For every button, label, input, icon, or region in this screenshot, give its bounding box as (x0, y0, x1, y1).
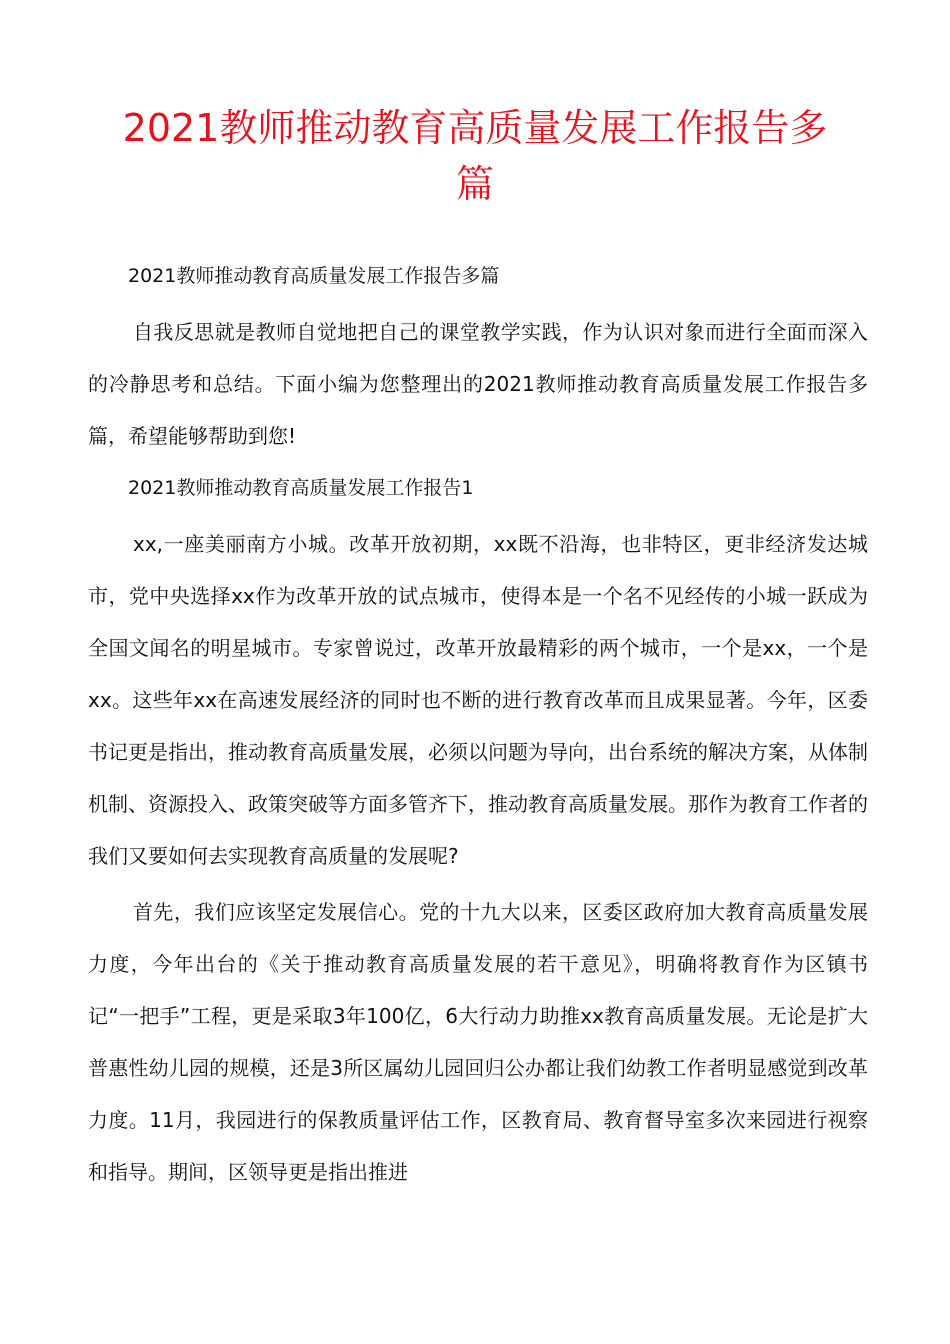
intro-paragraph: 自我反思就是教师自觉地把自己的课堂教学实践，作为认识对象而进行全面而深入的冷静思考和总结。下面小编为您整理出的2021教师推动教育高质量发展工作报告多篇，希望能够帮助到您! (88, 320, 868, 448)
document-title (60, 100, 890, 212)
section-1-paragraph-1: xx,一座美丽南方小城。改革开放初期，xx既不沿海，也非特区，更非经济发达城市，党中央选择xx作为改革开放的试点城市，使得本是一个名不见经传的小城一跃成为全国文闻名的明星城市。专家曾说过，改革开放最精彩的两个城市，一个是xx，一个是xx。这些年xx在高速发展经济的同时也不断的进行教育改革而且成果显著。今年，区委书记更是指出，推动教育高质量发展，必须以问题为导向，出台系统的解决方案，从体制机制、资源投入、政策突破等方面多管齐下，推动教育高质量发展。那作为教育工作者的我们又要如何去实现教育高质量的发展呢? (88, 532, 868, 868)
section-1-paragraph-2: 首先，我们应该坚定发展信心。党的十九大以来，区委区政府加大教育高质量发展力度，今年出台的《关于推动教育高质量发展的若干意见》，明确将教育作为区镇书记“一把手”工程，更是采取3年100亿，6大行动力助推xx教育高质量发展。无论是扩大普惠性幼儿园的规模，还是3所区属幼儿园回归公办都让我们幼教工作者明显感觉到改革力度。11月，我园进行的保教质量评估工作，区教育局、教育督导室多次来园进行视察和指导。期间，区领导更是指出推进 (88, 900, 868, 1184)
document-body (88, 256, 868, 1198)
title-line-1: 2021教师推动教育高质量发展工作报告多 (122, 106, 828, 150)
title-line-2: 篇 (455, 162, 494, 206)
document-subtitle: 2021教师推动教育高质量发展工作报告多篇 (128, 265, 500, 287)
section-1-heading: 2021教师推动教育高质量发展工作报告1 (128, 477, 474, 499)
